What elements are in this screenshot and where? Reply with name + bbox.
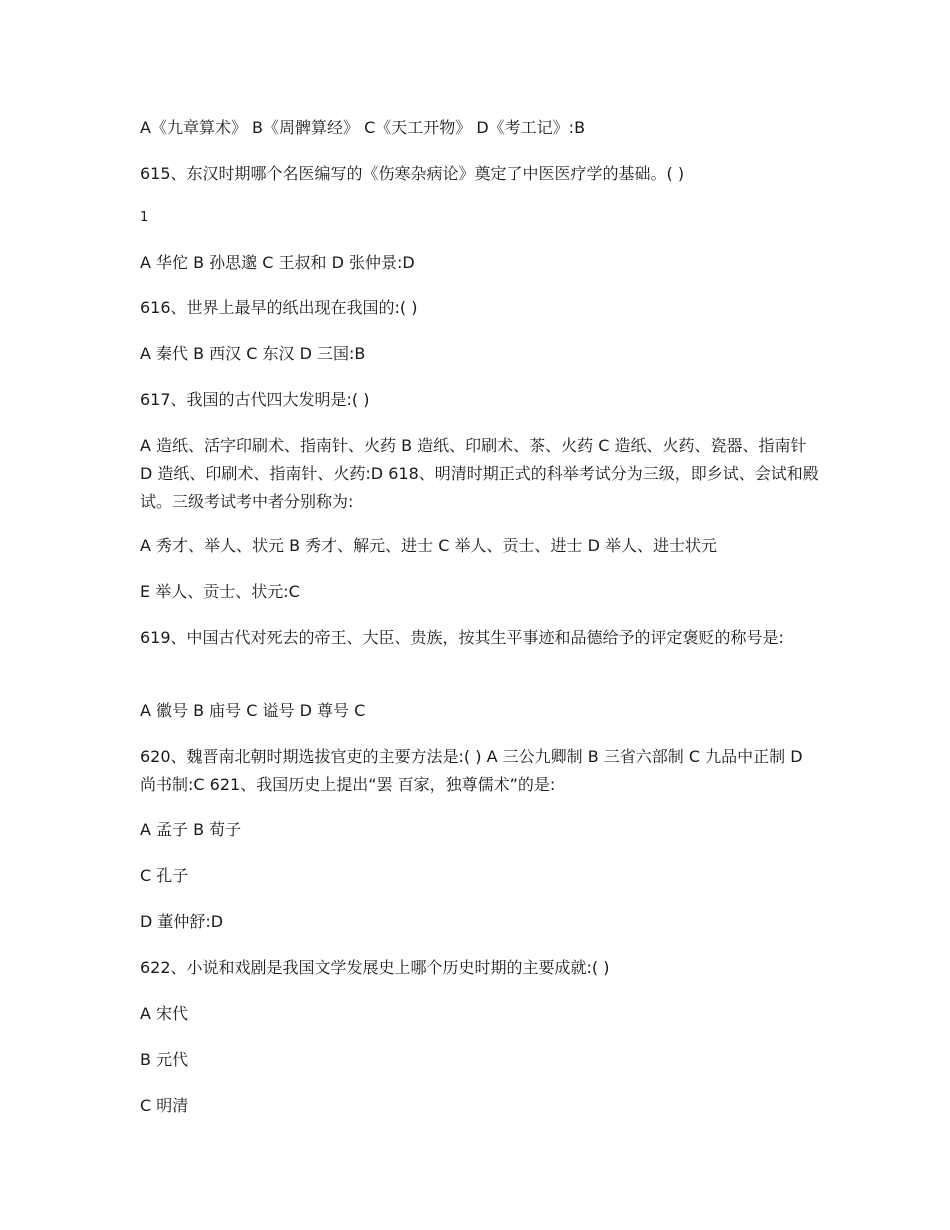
- answer-line-622-c: C 明清: [140, 1096, 189, 1115]
- question-615: 615、东汉时期哪个名医编写的《伤寒杂病论》奠定了中医医疗学的基础。( ): [140, 164, 685, 183]
- question-622: 622、小说和戏剧是我国文学发展史上哪个历史时期的主要成就:( ): [140, 958, 610, 977]
- answer-line-619: A 徽号 B 庙号 C 谥号 D 尊号 C: [140, 701, 366, 720]
- answer-line-621-d: D 董仲舒:D: [140, 912, 224, 931]
- answer-line-616: A 秦代 B 西汉 C 东汉 D 三国:B: [140, 344, 366, 363]
- answer-question-617-618: A 造纸、活字印刷术、指南针、火药 B 造纸、印刷术、茶、火药 C 造纸、火药、瓷器、指南针 D 造纸、印刷术、指南针、火药:D 618、明清时期正式的科举考试分为三级，即乡试、会试和殿试。三级考试考中者分别称为:: [140, 436, 819, 511]
- answer-line-615: A 华佗 B 孙思邈 C 王叔和 D 张仲景:D: [140, 253, 415, 272]
- question-620-621: 620、魏晋南北朝时期选拔官吏的主要方法是:( ) A 三公九卿制 B 三省六部制 C 九品中正制 D 尚书制:C 621、我国历史上提出“罢 百家，独尊儒术”的是:: [140, 747, 803, 794]
- question-619: 619、中国古代对死去的帝王、大臣、贵族，按其生平事迹和品德给予的评定褒贬的称号是:: [140, 628, 784, 647]
- answer-line-622-a: A 宋代: [140, 1004, 189, 1023]
- answer-line-618: A 秀才、举人、状元 B 秀才、解元、进士 C 举人、贡士、进士 D 举人、进士状元: [140, 536, 718, 555]
- question-616: 616、世界上最早的纸出现在我国的:( ): [140, 298, 418, 317]
- answer-line-614: A《九章算术》 B《周髀算经》 C《天工开物》 D《考工记》:B: [140, 118, 586, 137]
- answer-line-618-e: E 举人、贡士、状元:C: [140, 582, 300, 601]
- answer-line-621-c: C 孔子: [140, 866, 189, 885]
- answer-line-621-ab: A 孟子 B 荀子: [140, 820, 242, 839]
- answer-line-622-b: B 元代: [140, 1050, 189, 1069]
- page-number: 1: [140, 210, 149, 225]
- question-617: 617、我国的古代四大发明是:( ): [140, 390, 370, 409]
